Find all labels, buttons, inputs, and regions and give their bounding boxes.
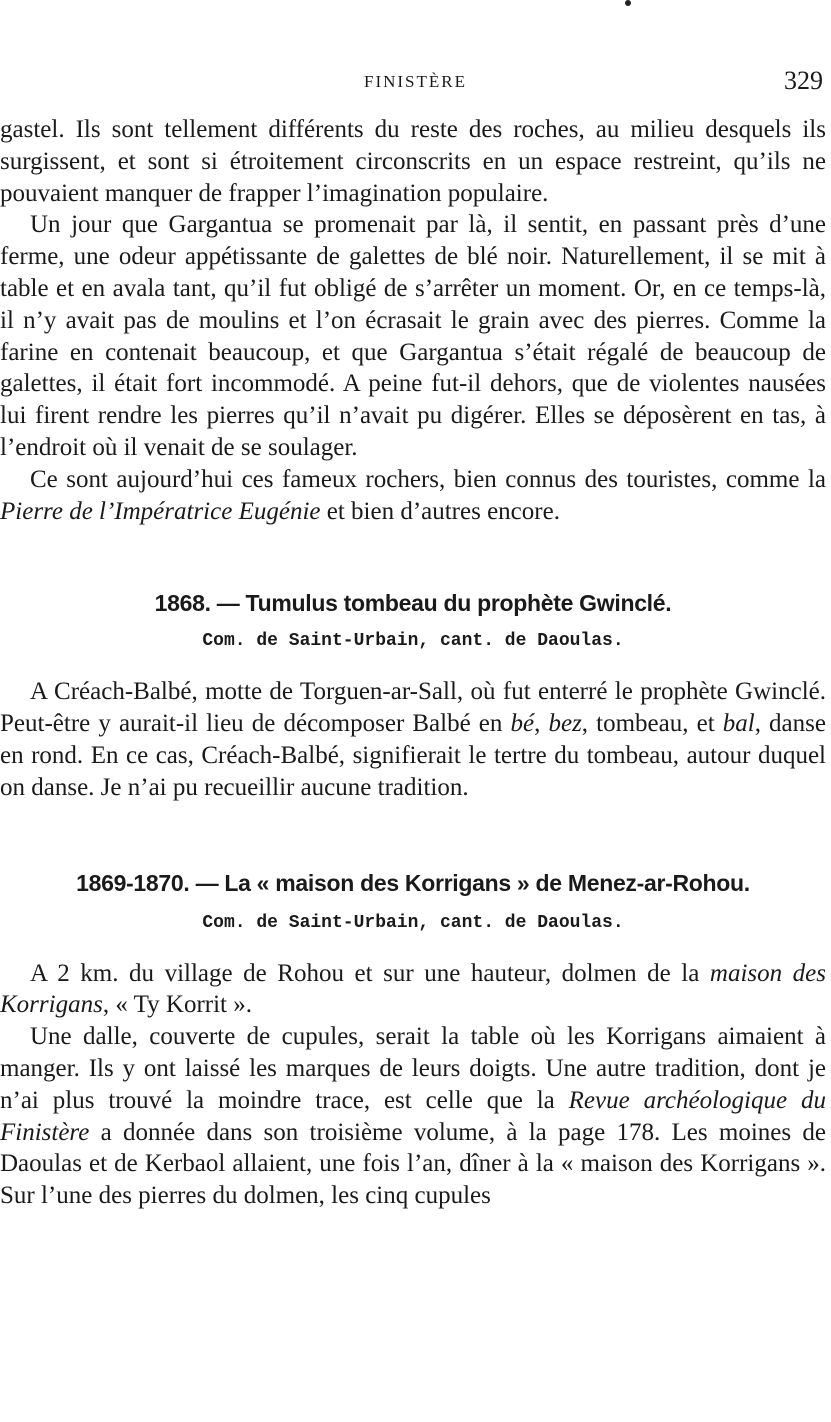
paragraph-text: et bien d’autres encore.	[320, 497, 560, 525]
italic-text: maison des Korrigans	[0, 959, 826, 1019]
paragraph-text: Une dalle, couverte de cupules, serait la table où les Korrigans aimaient à manger. Ils y ont laissé les marques de leurs doigts. Une autre tradition, dont je n’ai plus trouvé la moindre trace, est celle que la	[0, 1023, 826, 1114]
paragraph-text: , danse en rond. En ce cas, Créach-Balbé, signifierait le tertre du tombeau, autour duquel on danse. Je n’ai pu recueillir aucune tradition.	[0, 710, 826, 801]
paragraph-continuation	[0, 114, 826, 209]
page-body	[0, 114, 826, 1212]
italic-text: bal	[722, 710, 755, 738]
section-title-1869-1870: 1869-1870. — La « maison des Korrigans » de Menez-ar-Rohou.	[76, 869, 750, 896]
paragraph-text: ,	[534, 710, 549, 738]
page-number: 329	[784, 66, 823, 95]
paragraph-text: , « Ty Korrit ».	[102, 991, 252, 1019]
paragraph-rochers	[0, 464, 826, 528]
section-title-1868: 1868. — Tumulus tombeau du prophète Gwinclé.	[154, 590, 672, 617]
italic-text: Pierre de l’Impératrice Eugénie	[0, 497, 321, 525]
italic-text: Revue archéologique du Finistère	[0, 1086, 826, 1146]
paragraph-creach-balbe	[0, 676, 826, 803]
paragraph-text: , tombeau, et	[581, 710, 723, 738]
running-title: FINISTÈRE	[364, 72, 467, 91]
paragraph-text: a donnée dans son troisième volume, à la page 178. Les moines de Daoulas et de Kerbaol allaient, une fois l’an, dîner à la « maison des Korrigans ». Sur l’une des pierres du dolmen, les cinq cupules	[0, 1118, 826, 1210]
paragraph-text: A Créach-Balbé, motte de Torguen-ar-Sall, où fut enterré le prophète Gwinclé. Peut-être y aurait-il lieu de décomposer Balbé en	[0, 678, 826, 738]
italic-text: bez	[548, 710, 582, 738]
paragraph-dalle	[0, 1021, 826, 1212]
paragraph-gargantua	[0, 209, 826, 463]
paragraph-rohou	[0, 958, 826, 1022]
page-header	[0, 66, 831, 102]
paragraph-text: A 2 km. du village de Rohou et sur une hauteur, dolmen de la	[30, 959, 710, 987]
section-subtitle-1869-1870: Com. de Saint-Urbain, cant. de Daoulas.	[202, 912, 624, 933]
section-subtitle-1868: Com. de Saint-Urbain, cant. de Daoulas.	[202, 631, 624, 652]
ink-speck	[625, 0, 631, 6]
paragraph-text: gastel. Ils sont tellement différents du reste des roches, au milieu desquels ils surgissent, et sont si étroitement circonscrits en un espace restreint, qu’ils ne pouvaient manquer de frapper l’imagination populaire.	[0, 116, 826, 207]
italic-text: bé	[510, 710, 535, 738]
paragraph-text: Un jour que Gargantua se promenait par là, il sentit, en passant près d’une ferme, une odeur appétissante de galettes de blé noir. Naturellement, il se mit à table et en avala tant, qu’il fut obligé de s’arrêter un moment. Or, en ce temps-là, il n’y avait pas de moulins et l’on écrasait le grain avec des pierres. Comme la farine en contenait beaucoup, et que Gargantua s’était régalé de beaucoup de galettes, il était fort incommodé. A peine fut-il dehors, que de violentes nausées lui firent rendre les pierres qu’il n’avait pu digérer. Elles se déposèrent en tas, à l’endroit où il venait de se soulager.	[0, 211, 826, 461]
paragraph-text: Ce sont aujourd’hui ces fameux rochers, bien connus des touristes, comme la	[30, 465, 826, 493]
